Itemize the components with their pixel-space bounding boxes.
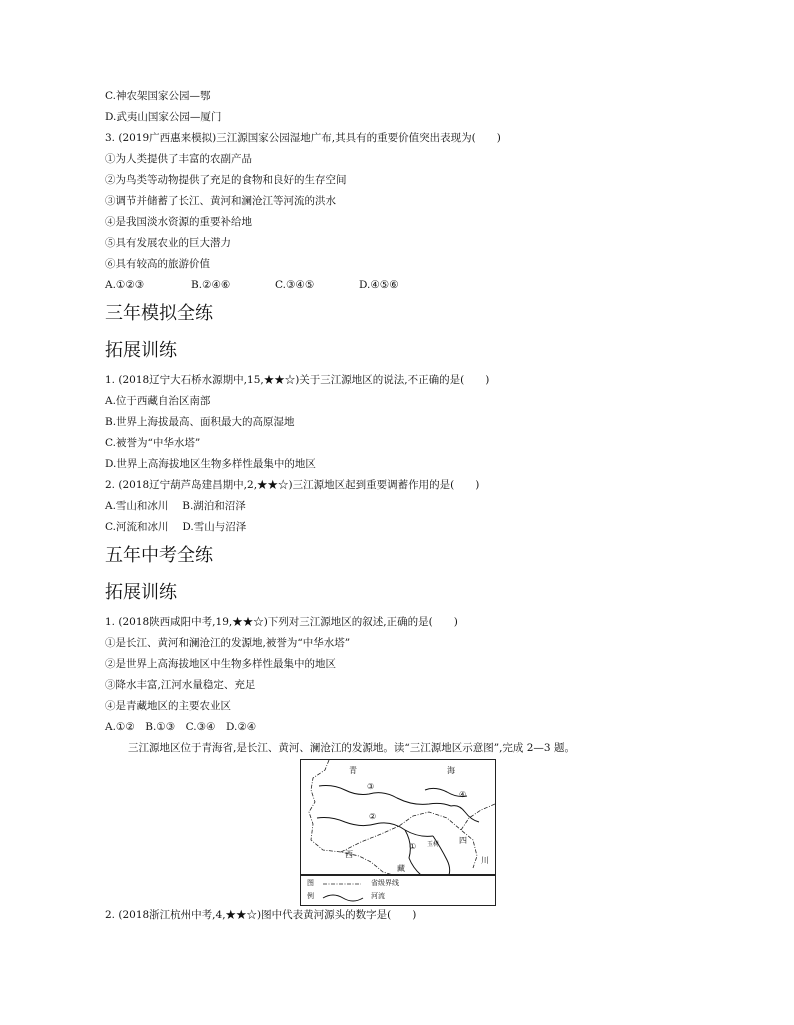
question-3: 3. (2019广西惠来模拟)三江源国家公园湿地广布,其具有的重要价值突出表现为( ) <box>105 132 501 144</box>
sy-q1-option-b: B.世界上海拔最高、面积最大的高原湿地 <box>105 416 295 428</box>
label-qing: 青 <box>349 766 357 775</box>
option-c: C.神农架国家公园—鄂 <box>105 90 211 102</box>
sy-q1-option-d: D.世界上高海拔地区生物多样性最集中的地区 <box>105 458 316 470</box>
option-d: D.武夷山国家公园—厦门 <box>105 111 222 123</box>
question-3-options <box>105 278 399 292</box>
section-subtitle-extend: 拓展训练 <box>105 340 177 361</box>
statement-6: ⑥具有较高的旅游价值 <box>105 258 210 270</box>
legend-river-symbol <box>323 895 363 901</box>
section-title-three-year: 三年模拟全练 <box>105 303 213 324</box>
statement-4: ④是我国淡水资源的重要补给地 <box>105 216 252 228</box>
wz-question-1: 1. (2018陕西咸阳中考,19,★★☆)下列对三江源地区的叙述,正确的是( ) <box>105 616 458 628</box>
legend-symbols <box>321 878 367 904</box>
label-yushu: 玉树 <box>427 841 440 848</box>
boundary-east <box>461 804 495 830</box>
legend-li: 例 <box>307 892 314 900</box>
wz-statement-4: ④是青藏地区的主要农业区 <box>105 700 231 712</box>
map-intro: 三江源地区位于青海省,是长江、黄河、澜沧江的发源地。读“三江源地区示意图”,完成 2—3 题。 <box>128 742 575 754</box>
river-lancang <box>405 830 421 875</box>
wz-q1-options: A.①② B.①③ C.③④ D.②④ <box>105 721 257 733</box>
wz-statement-1: ①是长江、黄河和澜沧江的发源地,被誉为“中华水塔” <box>105 637 351 649</box>
sy-q1-option-a: A.位于西藏自治区南部 <box>105 395 211 407</box>
statement-3: ③调节并储蓄了长江、黄河和澜沧江等河流的洪水 <box>105 195 336 207</box>
sy-question-1: 1. (2018辽宁大石桥水源期中,15,★★☆)关于三江源地区的说法,不正确的是( ) <box>105 374 490 386</box>
label-zang: 藏 <box>397 864 405 873</box>
map-legend <box>300 874 496 906</box>
statement-2: ②为鸟类等动物提供了充足的食物和良好的生存空间 <box>105 174 347 186</box>
label-xi: 西 <box>345 850 353 859</box>
label-num1: ① <box>409 842 417 851</box>
wz-statement-3: ③降水丰富,江河水量稳定、充足 <box>105 679 256 691</box>
statement-1: ①为人类提供了丰富的农副产品 <box>105 153 252 165</box>
sy-q1-option-c: C.被誉为“中华水塔” <box>105 437 201 449</box>
label-num2: ② <box>369 812 377 821</box>
statement-5: ⑤具有发展农业的巨大潜力 <box>105 237 231 249</box>
label-num3: ③ <box>367 782 375 791</box>
legend-river: 河流 <box>371 892 385 900</box>
legend-boundary: 省级界线 <box>371 879 399 887</box>
wz-statement-2: ②是世界上高海拔地区中生物多样性最集中的地区 <box>105 658 336 670</box>
label-num4: ④ <box>459 790 467 799</box>
legend-tu: 图 <box>307 879 314 887</box>
label-si: 四 <box>459 836 467 845</box>
label-hai: 海 <box>447 766 455 775</box>
map-drawing <box>301 760 495 875</box>
sanjiangyuan-map <box>300 759 496 876</box>
section-title-five-year: 五年中考全练 <box>105 545 213 566</box>
sy-q2-options-ab: A.雪山和冰川 B.湖泊和沼泽 <box>105 500 246 512</box>
section-subtitle-extend-2: 拓展训练 <box>105 582 177 603</box>
sy-question-2: 2. (2018辽宁葫芦岛建昌期中,2,★★☆)三江源地区起到重要调蓄作用的是( ) <box>105 479 480 491</box>
option-a: A.①②③ <box>105 279 145 291</box>
wz-question-2: 2. (2018浙江杭州中考,4,★★☆)图中代表黄河源头的数字是( ) <box>105 909 417 921</box>
sy-q2-options-cd: C.河流和冰川 D.雪山与沼泽 <box>105 521 247 533</box>
option-c: C.③④⑤ <box>275 279 315 291</box>
option-d: D.④⑤⑥ <box>359 279 399 291</box>
option-b: B.②④⑥ <box>191 279 231 291</box>
label-chuan: 川 <box>481 856 489 865</box>
